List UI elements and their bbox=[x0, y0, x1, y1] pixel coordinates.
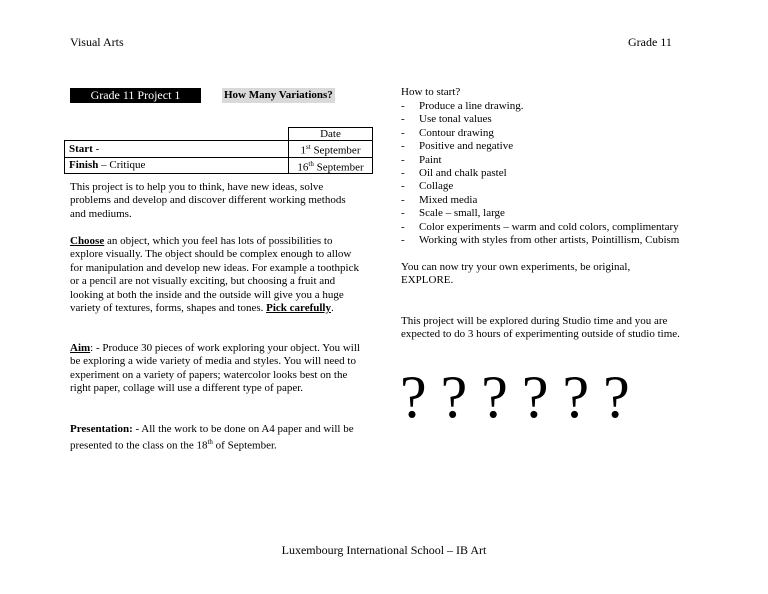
presentation-heading: Presentation: bbox=[70, 423, 133, 435]
list-item: - Color experiments – warm and cold colors, complimentary bbox=[401, 221, 679, 234]
question-marks: ?????? bbox=[400, 364, 644, 430]
date-column-header: Date bbox=[289, 128, 373, 141]
table-row: Finish – Critique 16th September bbox=[65, 157, 373, 174]
table-row: Start - 1st September bbox=[65, 141, 373, 158]
start-date: 1 bbox=[300, 144, 307, 157]
studio-paragraph: This project will be explored during Studio time and you are expected to do 3 hours of experimenting outside of studio time. bbox=[401, 315, 680, 341]
list-item: - Contour drawing bbox=[401, 127, 679, 140]
dates-table bbox=[64, 127, 373, 174]
how-to-start-heading: How to start? bbox=[401, 86, 461, 98]
list-item: - Working with styles from other artists, Pointillism, Cubism bbox=[401, 234, 679, 247]
intro-paragraph: This project is to help you to think, have new ideas, solve problems and develop and discover different working methods and mediums. bbox=[70, 181, 346, 220]
presentation-paragraph: Presentation: - All the work to be done on A4 paper and will be presented to the class on the 18th of September. bbox=[70, 423, 354, 453]
aim-paragraph: Aim: - Produce 30 pieces of work exploring your object. You will be exploring a wide variety of media and styles. You will need to experiment on a variety of papers; watercolor looks best on the right paper, collage will use a different type of paper. bbox=[70, 342, 360, 395]
aim-heading: Aim bbox=[70, 342, 91, 354]
list-item: - Mixed media bbox=[401, 194, 679, 207]
choose-heading: Choose bbox=[70, 235, 105, 247]
how-to-start-list bbox=[401, 100, 679, 247]
project-label: Grade 11 Project 1 bbox=[70, 88, 201, 103]
list-item: - Use tonal values bbox=[401, 113, 679, 126]
explore-paragraph: You can now try your own experiments, be original, EXPLORE. bbox=[401, 261, 631, 287]
start-label: Start bbox=[69, 142, 93, 155]
list-item: - Oil and chalk pastel bbox=[401, 167, 679, 180]
list-item: - Positive and negative bbox=[401, 140, 679, 153]
project-title: How Many Variations? bbox=[224, 89, 333, 101]
list-item: - Collage bbox=[401, 180, 679, 193]
header-subject: Visual Arts bbox=[70, 35, 124, 49]
list-item: - Paint bbox=[401, 154, 679, 167]
finish-label: Finish bbox=[69, 159, 99, 172]
choose-paragraph: Choose an object, which you feel has lots of possibilities to explore visually. The object should be complex enough to allow for manipulation and develop new ideas. For example a toothpick or a pencil are not visually exciting, but choosing a fruit and looking at both the inside and the outside will give you a huge variety of textures, forms, shapes and tones. Pick carefully. bbox=[70, 235, 359, 315]
footer: Luxembourg International School – IB Art bbox=[281, 543, 487, 557]
list-item: - Produce a line drawing. bbox=[401, 100, 679, 113]
pick-carefully: Pick carefully bbox=[266, 302, 331, 315]
header-grade: Grade 11 bbox=[628, 35, 672, 49]
list-item: - Scale – small, large bbox=[401, 207, 679, 220]
finish-date: 16 bbox=[297, 161, 309, 174]
